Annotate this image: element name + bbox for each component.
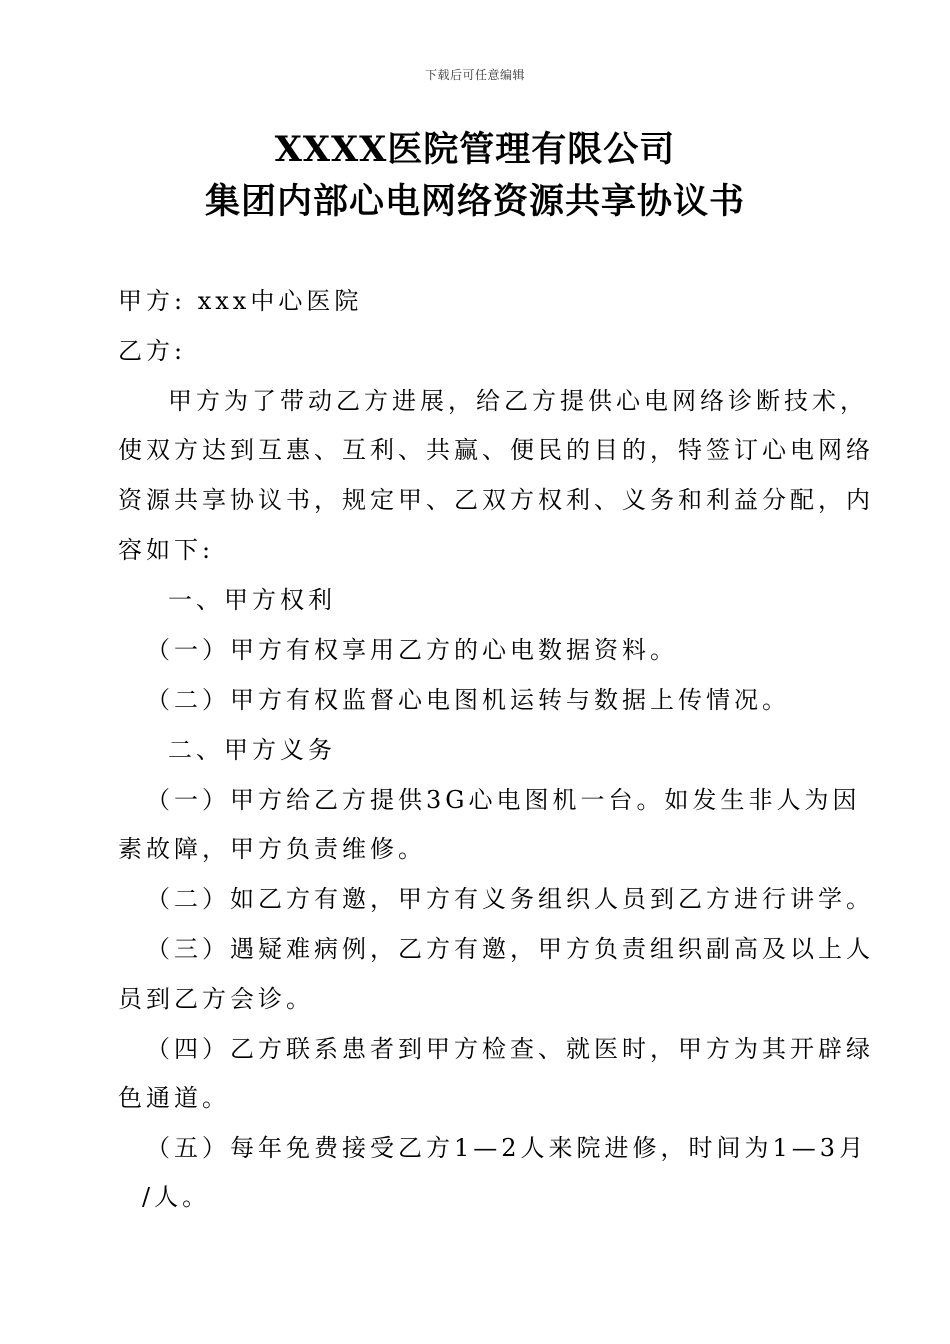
document-title-line-1: XXXX医院管理有限公司 xyxy=(274,129,676,170)
section2-item-1-line-1: （一）甲方给乙方提供3G心电图机一台。如发生非人为因 xyxy=(146,786,861,814)
section2-item-2-line-1: （二）如乙方有邀，甲方有义务组织人员到乙方进行讲学。 xyxy=(146,885,874,913)
document-title-line-2: 集团内部心电网络资源共享协议书 xyxy=(204,181,745,222)
section2-heading: 二、甲方义务 xyxy=(168,736,336,764)
intro-line-3: 资源共享协议书，规定甲、乙双方权利、义务和利益分配，内 xyxy=(118,486,874,514)
intro-line-4: 容如下: xyxy=(118,536,215,564)
section1-heading: 一、甲方权利 xyxy=(168,586,336,614)
party-b-line: 乙方: xyxy=(118,337,187,365)
section1-item-2: （二）甲方有权监督心电图机运转与数据上传情况。 xyxy=(146,686,790,714)
intro-line-1: 甲方为了带动乙方进展，给乙方提供心电网络诊断技术， xyxy=(168,387,868,415)
section2-item-5-line-2: /人。 xyxy=(142,1183,211,1211)
section2-item-1-line-2: 素故障，甲方负责维修。 xyxy=(118,835,426,863)
party-a-line: 甲方: xxx中心医院 xyxy=(118,287,363,315)
section2-item-4-line-2: 色通道。 xyxy=(118,1084,230,1112)
section1-item-1: （一）甲方有权享用乙方的心电数据资料。 xyxy=(146,636,678,664)
page-header-note: 下载后可任意编辑 xyxy=(424,68,525,82)
section2-item-3-line-2: 员到乙方会诊。 xyxy=(118,985,314,1013)
section2-item-3-line-1: （三）遇疑难病例，乙方有邀，甲方负责组织副高及以上人 xyxy=(146,935,874,963)
section2-item-4-line-1: （四）乙方联系患者到甲方检查、就医时，甲方为其开辟绿 xyxy=(146,1035,874,1063)
section2-item-5-line-1: （五）每年免费接受乙方1—2人来院进修，时间为1—3月 xyxy=(146,1134,868,1162)
intro-line-2: 使双方达到互惠、互利、共赢、便民的目的，特签订心电网络 xyxy=(118,436,874,464)
